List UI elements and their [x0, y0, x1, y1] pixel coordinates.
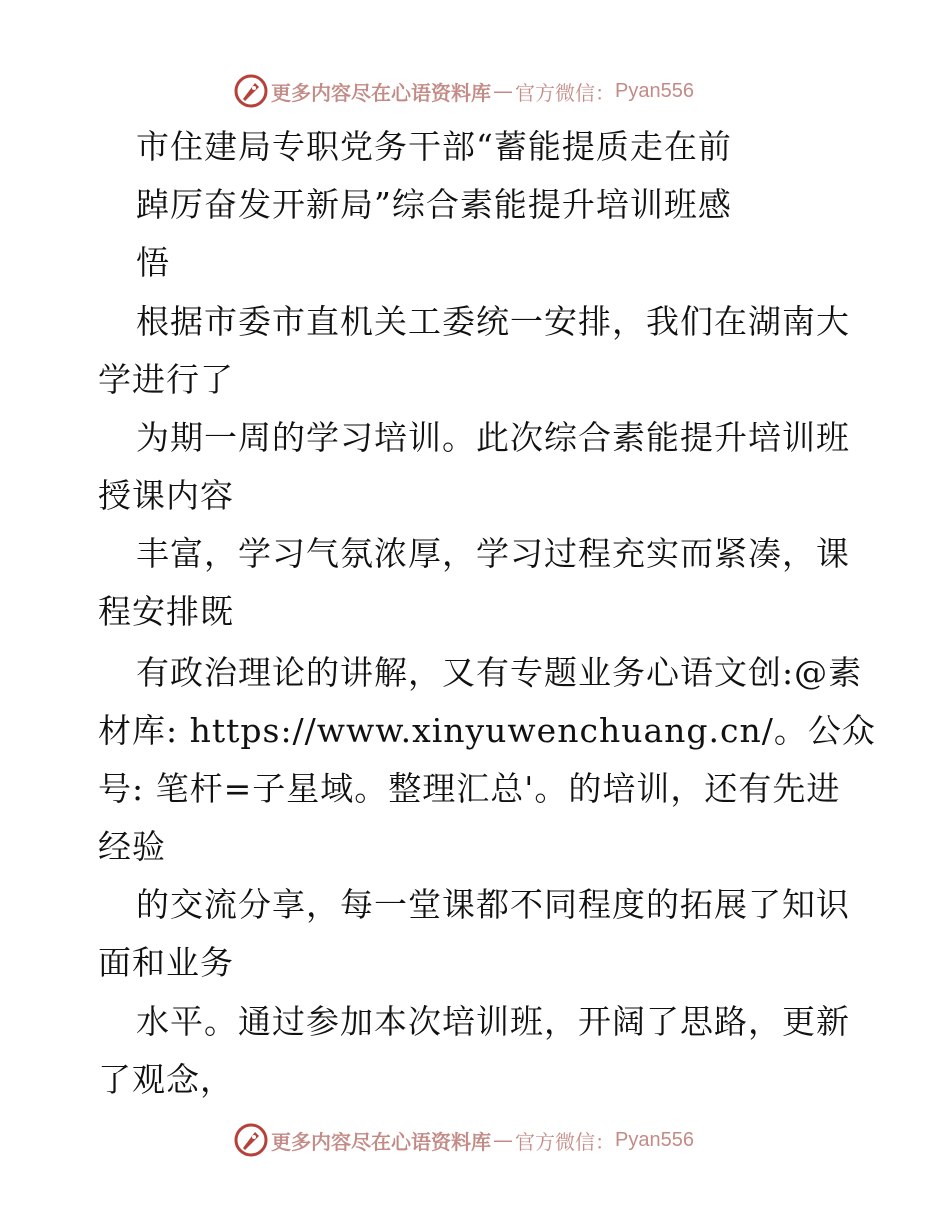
title-line: 踔厉奋发开新局”综合素能提升培训班感	[136, 185, 732, 224]
footer-watermark	[233, 1120, 694, 1160]
paragraph-line: 授课内容	[98, 476, 234, 515]
watermark-site-text: 更多内容尽在心语资料库	[271, 1129, 491, 1154]
paragraph-line: 有政治理论的讲解，又有专题业务心语文创:@素	[136, 653, 863, 692]
paragraph-line: 号: 笔杆=子星域。整理汇总'。的培训，还有先进	[98, 769, 841, 808]
watermark-separator: —	[493, 79, 513, 103]
paragraph-line: 根据市委市直机关工委统一安排，我们在湖南大	[136, 302, 850, 341]
pen-nib-logo-icon	[233, 73, 269, 109]
pen-nib-logo-icon	[233, 1122, 269, 1158]
title-line: 悟	[136, 243, 170, 282]
header-watermark	[233, 71, 694, 111]
watermark-site-text: 更多内容尽在心语资料库	[271, 80, 491, 105]
paragraph-line: 了观念，	[98, 1060, 234, 1099]
watermark-wechat-id: Pyan556	[615, 79, 694, 102]
watermark-wechat-id: Pyan556	[615, 1128, 694, 1151]
paragraph-line: 为期一周的学习培训。此次综合素能提升培训班	[136, 418, 850, 457]
watermark-official-label: 官方微信：	[515, 1129, 615, 1154]
paragraph-line: 学进行了	[98, 360, 234, 399]
paragraph-line: 经验	[98, 827, 166, 866]
paragraph-line: 水平。通过参加本次培训班，开阔了思路，更新	[136, 1002, 850, 1041]
title-line: 市住建局专职党务干部“蓄能提质走在前	[136, 127, 732, 166]
paragraph-line: 面和业务	[98, 943, 234, 982]
watermark-official-label: 官方微信：	[515, 80, 615, 105]
paragraph-line: 材库: https://www.xinyuwenchuang.cn/。公众	[98, 711, 876, 750]
paragraph-line: 丰富，学习气氛浓厚，学习过程充实而紧凑，课	[136, 534, 850, 573]
paragraph-line: 的交流分享，每一堂课都不同程度的拓展了知识	[136, 885, 850, 924]
watermark-separator: —	[493, 1128, 513, 1152]
paragraph-line: 程安排既	[98, 592, 234, 631]
